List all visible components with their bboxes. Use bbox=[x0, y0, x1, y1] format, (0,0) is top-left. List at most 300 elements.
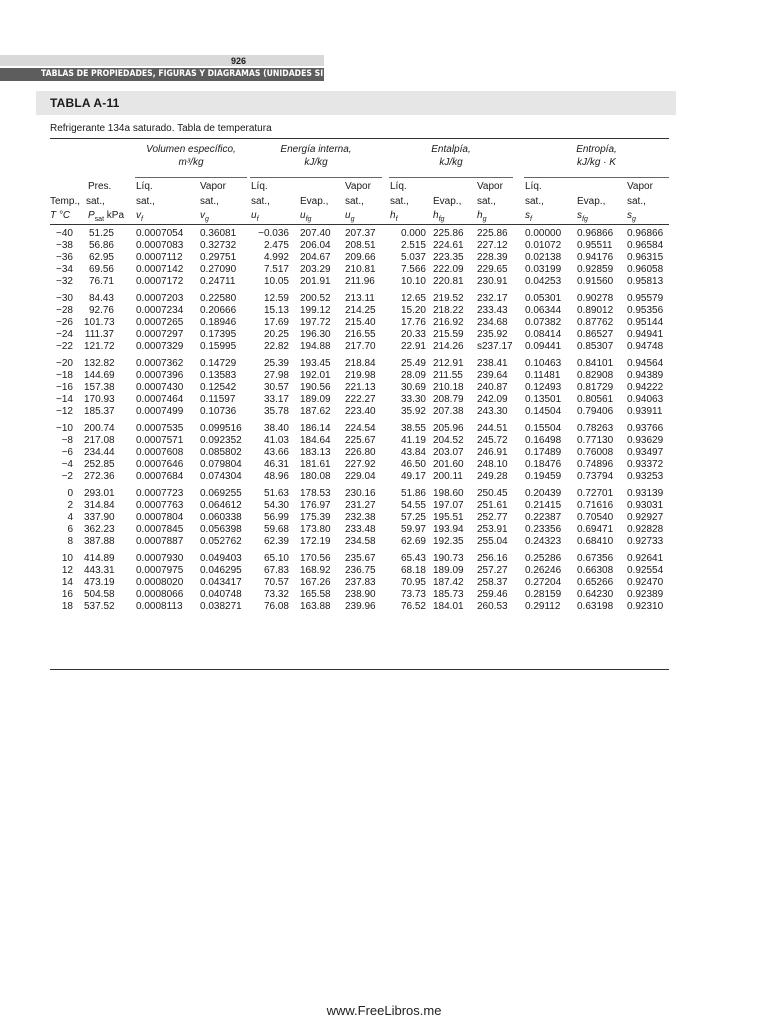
cell-vg: 0.15995 bbox=[200, 341, 237, 352]
cell-vf: 0.0007172 bbox=[136, 276, 184, 287]
cell-hf: 57.25 bbox=[400, 512, 426, 523]
cell-p-sat: 185.37 bbox=[84, 406, 115, 417]
cell-hfg: 197.07 bbox=[433, 500, 464, 511]
col-header-temp-symbol: T °C bbox=[50, 210, 71, 221]
cell-ug: 223.40 bbox=[345, 406, 376, 417]
cell-vf: 0.0008113 bbox=[136, 601, 183, 612]
table-row bbox=[0, 276, 768, 288]
cell-sg: 0.92927 bbox=[627, 512, 664, 523]
table-row bbox=[0, 601, 768, 613]
cell-temp: −34 bbox=[56, 264, 73, 275]
cell-uf: 62.39 bbox=[263, 536, 289, 547]
col-header-sg-0: Vapor bbox=[627, 181, 653, 192]
cell-sg: 0.94389 bbox=[627, 370, 664, 381]
cell-uf: 30.57 bbox=[263, 382, 289, 393]
cell-sf: 0.01072 bbox=[525, 240, 562, 251]
cell-sg: 0.95579 bbox=[627, 293, 664, 304]
cell-sfg: 0.95511 bbox=[577, 240, 613, 251]
cell-sf: 0.08414 bbox=[525, 329, 562, 340]
cell-ufg: 197.72 bbox=[300, 317, 331, 328]
cell-ufg: 189.09 bbox=[300, 394, 331, 405]
col-header-hfg-1: Evap., bbox=[433, 196, 462, 207]
cell-ufg: 176.97 bbox=[300, 500, 331, 511]
cell-temp: −32 bbox=[56, 276, 73, 287]
cell-vg: 0.11597 bbox=[200, 394, 236, 405]
col-header-sfg-1: Evap., bbox=[577, 196, 606, 207]
cell-uf: 2.475 bbox=[263, 240, 289, 251]
row-group bbox=[0, 228, 768, 288]
cell-uf: 10.05 bbox=[263, 276, 289, 287]
cell-vg: 0.064612 bbox=[200, 500, 242, 511]
cell-ufg: 187.62 bbox=[300, 406, 331, 417]
cell-sfg: 0.86527 bbox=[577, 329, 614, 340]
cell-vf: 0.0007930 bbox=[136, 553, 184, 564]
cell-uf: −0.036 bbox=[258, 228, 289, 239]
col-header-pres-0: Pres. bbox=[88, 181, 112, 192]
cell-ug: 234.58 bbox=[345, 536, 376, 547]
cell-ufg: 163.88 bbox=[300, 601, 331, 612]
cell-ug: 208.51 bbox=[345, 240, 376, 251]
cell-hg: 232.17 bbox=[477, 293, 508, 304]
cell-hfg: 214.26 bbox=[433, 341, 464, 352]
cell-uf: 12.59 bbox=[263, 293, 289, 304]
cell-p-sat: 272.36 bbox=[84, 471, 115, 482]
table-row bbox=[0, 406, 768, 418]
cell-ufg: 206.04 bbox=[300, 240, 331, 251]
cell-temp: 4 bbox=[67, 512, 73, 523]
cell-uf: 70.57 bbox=[263, 577, 289, 588]
cell-sfg: 0.90278 bbox=[577, 293, 614, 304]
cell-uf: 33.17 bbox=[263, 394, 289, 405]
cell-vg: 0.079804 bbox=[200, 459, 242, 470]
cell-sfg: 0.78263 bbox=[577, 423, 614, 434]
cell-sg: 0.92389 bbox=[627, 589, 664, 600]
cell-hg: 242.09 bbox=[477, 394, 508, 405]
cell-p-sat: 473.19 bbox=[84, 577, 115, 588]
table-row bbox=[0, 500, 768, 512]
group-header-enthalpy: Entalpía, kJ/kg bbox=[431, 144, 471, 168]
cell-uf: 56.99 bbox=[263, 512, 289, 523]
col-header-vf-1: sat., bbox=[136, 196, 155, 207]
cell-sfg: 0.82908 bbox=[577, 370, 614, 381]
cell-vf: 0.0007887 bbox=[136, 536, 184, 547]
cell-hf: 30.69 bbox=[400, 382, 426, 393]
cell-hf: 20.33 bbox=[400, 329, 426, 340]
cell-ufg: 192.01 bbox=[300, 370, 331, 381]
cell-ufg: 183.13 bbox=[300, 447, 331, 458]
table-row bbox=[0, 305, 768, 317]
table-row bbox=[0, 459, 768, 471]
cell-vf: 0.0007763 bbox=[136, 500, 184, 511]
cell-sf: 0.03199 bbox=[525, 264, 562, 275]
cell-sf: 0.12493 bbox=[525, 382, 562, 393]
cell-ug: 218.84 bbox=[345, 358, 376, 369]
cell-sf: 0.02138 bbox=[525, 252, 562, 263]
cell-uf: 15.13 bbox=[263, 305, 289, 316]
cell-ufg: 181.61 bbox=[300, 459, 331, 470]
cell-sfg: 0.73794 bbox=[577, 471, 614, 482]
table-title: TABLA A-11 bbox=[50, 96, 120, 110]
cell-hf: 15.20 bbox=[400, 305, 426, 316]
cell-hf: 28.09 bbox=[400, 370, 426, 381]
cell-sg: 0.95356 bbox=[627, 305, 664, 316]
cell-sf: 0.29112 bbox=[525, 601, 561, 612]
cell-hfg: 204.52 bbox=[433, 435, 464, 446]
cell-hg: 249.28 bbox=[477, 471, 508, 482]
header-bottom-rule bbox=[50, 224, 669, 225]
table-row bbox=[0, 317, 768, 329]
cell-p-sat: 144.69 bbox=[84, 370, 115, 381]
cell-sf: 0.13501 bbox=[525, 394, 562, 405]
cell-p-sat: 56.86 bbox=[88, 240, 114, 251]
cell-temp: −28 bbox=[56, 305, 73, 316]
cell-sf: 0.21415 bbox=[525, 500, 562, 511]
col-header-hf-symbol: $h_f$ bbox=[390, 210, 398, 223]
cell-sf: 0.14504 bbox=[525, 406, 562, 417]
cell-hg: 225.86 bbox=[477, 228, 508, 239]
group-rule-enthalpy bbox=[389, 177, 513, 178]
cell-sf: 0.22387 bbox=[525, 512, 562, 523]
cell-p-sat: 121.72 bbox=[84, 341, 115, 352]
cell-vf: 0.0008020 bbox=[136, 577, 184, 588]
table-row bbox=[0, 252, 768, 264]
cell-ug: 207.37 bbox=[345, 228, 376, 239]
cell-vg: 0.069255 bbox=[200, 488, 242, 499]
cell-ug: 236.75 bbox=[345, 565, 376, 576]
cell-hg: 252.77 bbox=[477, 512, 508, 523]
cell-sg: 0.93372 bbox=[627, 459, 664, 470]
cell-temp: −20 bbox=[56, 358, 73, 369]
cell-hfg: 198.60 bbox=[433, 488, 464, 499]
cell-hg: 250.45 bbox=[477, 488, 508, 499]
cell-ug: 237.83 bbox=[345, 577, 376, 588]
cell-temp: −36 bbox=[56, 252, 73, 263]
cell-hf: 68.18 bbox=[400, 565, 426, 576]
cell-ug: 226.80 bbox=[345, 447, 376, 458]
col-header-ufg-symbol: $u_{fg}$ bbox=[300, 210, 312, 223]
page-number: 926 bbox=[230, 56, 246, 66]
cell-p-sat: 504.58 bbox=[84, 589, 115, 600]
cell-uf: 27.98 bbox=[263, 370, 289, 381]
group-header-entropy: Entropía, kJ/kg · K bbox=[576, 144, 617, 168]
cell-hf: 38.55 bbox=[400, 423, 426, 434]
cell-ug: 209.66 bbox=[345, 252, 376, 263]
table-row bbox=[0, 240, 768, 252]
cell-p-sat: 84.43 bbox=[88, 293, 114, 304]
cell-ug: 225.67 bbox=[345, 435, 376, 446]
cell-uf: 43.66 bbox=[263, 447, 289, 458]
col-header-hg-symbol: $h_g$ bbox=[477, 210, 487, 223]
cell-vf: 0.0007297 bbox=[136, 329, 184, 340]
cell-sf: 0.05301 bbox=[525, 293, 562, 304]
cell-vg: 0.052762 bbox=[200, 536, 242, 547]
cell-vg: 0.24711 bbox=[200, 276, 236, 287]
col-header-hf-1: sat., bbox=[390, 196, 409, 207]
cell-hf: 17.76 bbox=[400, 317, 426, 328]
table-row bbox=[0, 488, 768, 500]
cell-temp: 0 bbox=[67, 488, 73, 499]
cell-uf: 76.08 bbox=[263, 601, 289, 612]
cell-p-sat: 293.01 bbox=[84, 488, 115, 499]
cell-uf: 51.63 bbox=[263, 488, 289, 499]
cell-vg: 0.038271 bbox=[200, 601, 242, 612]
table-row bbox=[0, 565, 768, 577]
cell-vg: 0.092352 bbox=[200, 435, 242, 446]
cell-hg: 228.39 bbox=[477, 252, 508, 263]
cell-hfg: 200.11 bbox=[433, 471, 463, 482]
cell-vf: 0.0007083 bbox=[136, 240, 184, 251]
cell-vf: 0.0007234 bbox=[136, 305, 184, 316]
cell-p-sat: 252.85 bbox=[84, 459, 115, 470]
table-row bbox=[0, 293, 768, 305]
cell-hfg: 225.86 bbox=[433, 228, 464, 239]
cell-hf: 2.515 bbox=[400, 240, 426, 251]
cell-uf: 35.78 bbox=[263, 406, 289, 417]
table-row bbox=[0, 524, 768, 536]
cell-hg: 251.61 bbox=[477, 500, 508, 511]
col-header-ufg-1: Evap., bbox=[300, 196, 329, 207]
cell-sfg: 0.96866 bbox=[577, 228, 614, 239]
cell-sf: 0.07382 bbox=[525, 317, 562, 328]
cell-temp: −24 bbox=[56, 329, 73, 340]
table-row bbox=[0, 447, 768, 459]
cell-hg: 240.87 bbox=[477, 382, 508, 393]
cell-ug: 235.67 bbox=[345, 553, 376, 564]
cell-ug: 229.04 bbox=[345, 471, 376, 482]
table-row bbox=[0, 228, 768, 240]
cell-hfg: 210.18 bbox=[433, 382, 464, 393]
cell-ufg: 194.88 bbox=[300, 341, 331, 352]
cell-temp: 16 bbox=[61, 589, 73, 600]
cell-temp: −2 bbox=[61, 471, 73, 482]
cell-ug: 224.54 bbox=[345, 423, 376, 434]
cell-vg: 0.046295 bbox=[200, 565, 242, 576]
cell-hf: 22.91 bbox=[400, 341, 426, 352]
cell-ug: 221.13 bbox=[345, 382, 376, 393]
cell-hf: 62.69 bbox=[400, 536, 426, 547]
cell-sg: 0.96058 bbox=[627, 264, 664, 275]
cell-sfg: 0.71616 bbox=[577, 500, 614, 511]
cell-hf: 43.84 bbox=[400, 447, 426, 458]
cell-uf: 41.03 bbox=[263, 435, 289, 446]
cell-hg: 255.04 bbox=[477, 536, 508, 547]
table-row bbox=[0, 264, 768, 276]
cell-vf: 0.0007571 bbox=[136, 435, 184, 446]
cell-ug: 233.48 bbox=[345, 524, 376, 535]
cell-sfg: 0.85307 bbox=[577, 341, 614, 352]
group-rule-energy bbox=[250, 177, 382, 178]
cell-hg: 253.91 bbox=[477, 524, 508, 535]
cell-ufg: 170.56 bbox=[300, 553, 331, 564]
cell-sfg: 0.80561 bbox=[577, 394, 614, 405]
cell-uf: 20.25 bbox=[263, 329, 289, 340]
cell-sf: 0.06344 bbox=[525, 305, 562, 316]
cell-sf: 0.00000 bbox=[525, 228, 562, 239]
cell-vg: 0.13583 bbox=[200, 370, 237, 381]
cell-ufg: 199.12 bbox=[300, 305, 331, 316]
cell-sf: 0.27204 bbox=[525, 577, 562, 588]
cell-ufg: 200.52 bbox=[300, 293, 331, 304]
cell-uf: 65.10 bbox=[263, 553, 289, 564]
cell-sfg: 0.69471 bbox=[577, 524, 614, 535]
cell-ug: 239.96 bbox=[345, 601, 376, 612]
col-header-sf-0: Líq. bbox=[525, 181, 542, 192]
row-group bbox=[0, 553, 768, 613]
cell-sf: 0.09441 bbox=[525, 341, 562, 352]
cell-hf: 46.50 bbox=[400, 459, 426, 470]
cell-uf: 17.69 bbox=[263, 317, 289, 328]
cell-vf: 0.0007499 bbox=[136, 406, 184, 417]
cell-sfg: 0.94176 bbox=[577, 252, 614, 263]
cell-vg: 0.29751 bbox=[200, 252, 237, 263]
cell-ug: 232.38 bbox=[345, 512, 376, 523]
cell-ufg: 173.80 bbox=[300, 524, 331, 535]
cell-uf: 38.40 bbox=[263, 423, 289, 434]
cell-ug: 215.40 bbox=[345, 317, 376, 328]
cell-p-sat: 92.76 bbox=[88, 305, 114, 316]
cell-temp: −26 bbox=[56, 317, 73, 328]
cell-hg: 238.41 bbox=[477, 358, 508, 369]
cell-hf: 7.566 bbox=[400, 264, 426, 275]
cell-sfg: 0.84101 bbox=[577, 358, 614, 369]
cell-sg: 0.92554 bbox=[627, 565, 664, 576]
cell-ug: 238.90 bbox=[345, 589, 376, 600]
cell-sg: 0.93031 bbox=[627, 500, 664, 511]
cell-ufg: 167.26 bbox=[300, 577, 331, 588]
cell-ug: 219.98 bbox=[345, 370, 376, 381]
cell-temp: 10 bbox=[61, 553, 73, 564]
cell-uf: 46.31 bbox=[263, 459, 289, 470]
cell-sfg: 0.63198 bbox=[577, 601, 614, 612]
cell-sfg: 0.77130 bbox=[577, 435, 614, 446]
cell-sfg: 0.74896 bbox=[577, 459, 614, 470]
cell-ug: 231.27 bbox=[345, 500, 376, 511]
col-header-sg-symbol: $s_g$ bbox=[627, 210, 636, 223]
cell-hf: 10.10 bbox=[400, 276, 426, 287]
cell-hfg: 207.38 bbox=[433, 406, 464, 417]
cell-ug: 210.81 bbox=[345, 264, 376, 275]
cell-vf: 0.0007464 bbox=[136, 394, 184, 405]
cell-p-sat: 101.73 bbox=[84, 317, 115, 328]
table-top-rule bbox=[50, 138, 669, 139]
cell-p-sat: 51.25 bbox=[88, 228, 114, 239]
cell-ug: 214.25 bbox=[345, 305, 376, 316]
cell-vg: 0.099516 bbox=[200, 423, 242, 434]
cell-vg: 0.060338 bbox=[200, 512, 242, 523]
cell-sf: 0.16498 bbox=[525, 435, 562, 446]
group-header-specific-volume: Volumen específico, m³/kg bbox=[146, 144, 236, 168]
cell-uf: 59.68 bbox=[263, 524, 289, 535]
table-bottom-rule bbox=[50, 669, 669, 670]
col-header-vf-0: Líq. bbox=[136, 181, 153, 192]
cell-hf: 41.19 bbox=[400, 435, 426, 446]
cell-sfg: 0.79406 bbox=[577, 406, 614, 417]
cell-hfg: 224.61 bbox=[433, 240, 464, 251]
cell-hg: 235.92 bbox=[477, 329, 508, 340]
cell-ug: 227.92 bbox=[345, 459, 376, 470]
cell-vg: 0.32732 bbox=[200, 240, 237, 251]
cell-uf: 22.82 bbox=[263, 341, 289, 352]
cell-sfg: 0.87762 bbox=[577, 317, 614, 328]
col-header-ug-1: sat., bbox=[345, 196, 364, 207]
table-row bbox=[0, 394, 768, 406]
cell-temp: −12 bbox=[56, 406, 73, 417]
row-group bbox=[0, 488, 768, 548]
cell-sg: 0.93911 bbox=[627, 406, 663, 417]
cell-temp: 14 bbox=[61, 577, 73, 588]
cell-hf: 70.95 bbox=[400, 577, 426, 588]
cell-sf: 0.25286 bbox=[525, 553, 562, 564]
cell-temp: −18 bbox=[56, 370, 73, 381]
cell-vg: 0.056398 bbox=[200, 524, 242, 535]
cell-ufg: 175.39 bbox=[300, 512, 331, 523]
cell-hg: 248.10 bbox=[477, 459, 508, 470]
cell-uf: 67.83 bbox=[263, 565, 289, 576]
cell-ufg: 207.40 bbox=[300, 228, 331, 239]
col-header-uf-symbol: $u_f$ bbox=[251, 210, 259, 223]
cell-hg: 260.53 bbox=[477, 601, 508, 612]
row-group bbox=[0, 358, 768, 418]
cell-temp: −16 bbox=[56, 382, 73, 393]
cell-sfg: 0.65266 bbox=[577, 577, 614, 588]
cell-sfg: 0.76008 bbox=[577, 447, 614, 458]
cell-ufg: 184.64 bbox=[300, 435, 331, 446]
col-header-ug-0: Vapor bbox=[345, 181, 371, 192]
cell-hfg: 192.35 bbox=[433, 536, 464, 547]
cell-vg: 0.085802 bbox=[200, 447, 242, 458]
cell-hfg: 189.09 bbox=[433, 565, 464, 576]
cell-hf: 59.97 bbox=[400, 524, 426, 535]
cell-hfg: 220.81 bbox=[433, 276, 464, 287]
row-group bbox=[0, 423, 768, 483]
cell-hg: 229.65 bbox=[477, 264, 508, 275]
cell-ug: 222.27 bbox=[345, 394, 376, 405]
cell-sf: 0.17489 bbox=[525, 447, 562, 458]
cell-sfg: 0.91560 bbox=[577, 276, 614, 287]
cell-temp: −40 bbox=[56, 228, 73, 239]
cell-hf: 5.037 bbox=[400, 252, 426, 263]
cell-p-sat: 314.84 bbox=[84, 500, 115, 511]
cell-hfg: 203.07 bbox=[433, 447, 464, 458]
table-body bbox=[0, 228, 768, 618]
cell-hg: 230.91 bbox=[477, 276, 508, 287]
col-header-temp-1: Temp., bbox=[50, 196, 81, 207]
cell-ug: 216.55 bbox=[345, 329, 376, 340]
cell-p-sat: 62.95 bbox=[88, 252, 114, 263]
cell-hf: 25.49 bbox=[400, 358, 426, 369]
cell-hg: 259.46 bbox=[477, 589, 508, 600]
cell-sfg: 0.67356 bbox=[577, 553, 614, 564]
cell-ug: 230.16 bbox=[345, 488, 376, 499]
cell-vf: 0.0007608 bbox=[136, 447, 184, 458]
cell-p-sat: 414.89 bbox=[84, 553, 115, 564]
cell-vg: 0.049403 bbox=[200, 553, 242, 564]
table-caption: Refrigerante 134a saturado. Tabla de temperatura bbox=[50, 123, 272, 134]
cell-vg: 0.17395 bbox=[200, 329, 237, 340]
cell-vg: 0.18946 bbox=[200, 317, 237, 328]
cell-sfg: 0.64230 bbox=[577, 589, 614, 600]
cell-vg: 0.040748 bbox=[200, 589, 242, 600]
cell-hfg: 212.91 bbox=[433, 358, 464, 369]
cell-vf: 0.0007975 bbox=[136, 565, 184, 576]
col-header-vf-symbol: $v_f$ bbox=[136, 210, 143, 223]
cell-ufg: 203.29 bbox=[300, 264, 331, 275]
table-row bbox=[0, 471, 768, 483]
cell-p-sat: 443.31 bbox=[84, 565, 115, 576]
cell-vf: 0.0007396 bbox=[136, 370, 184, 381]
col-header-uf-0: Líq. bbox=[251, 181, 268, 192]
cell-hfg: 223.35 bbox=[433, 252, 464, 263]
